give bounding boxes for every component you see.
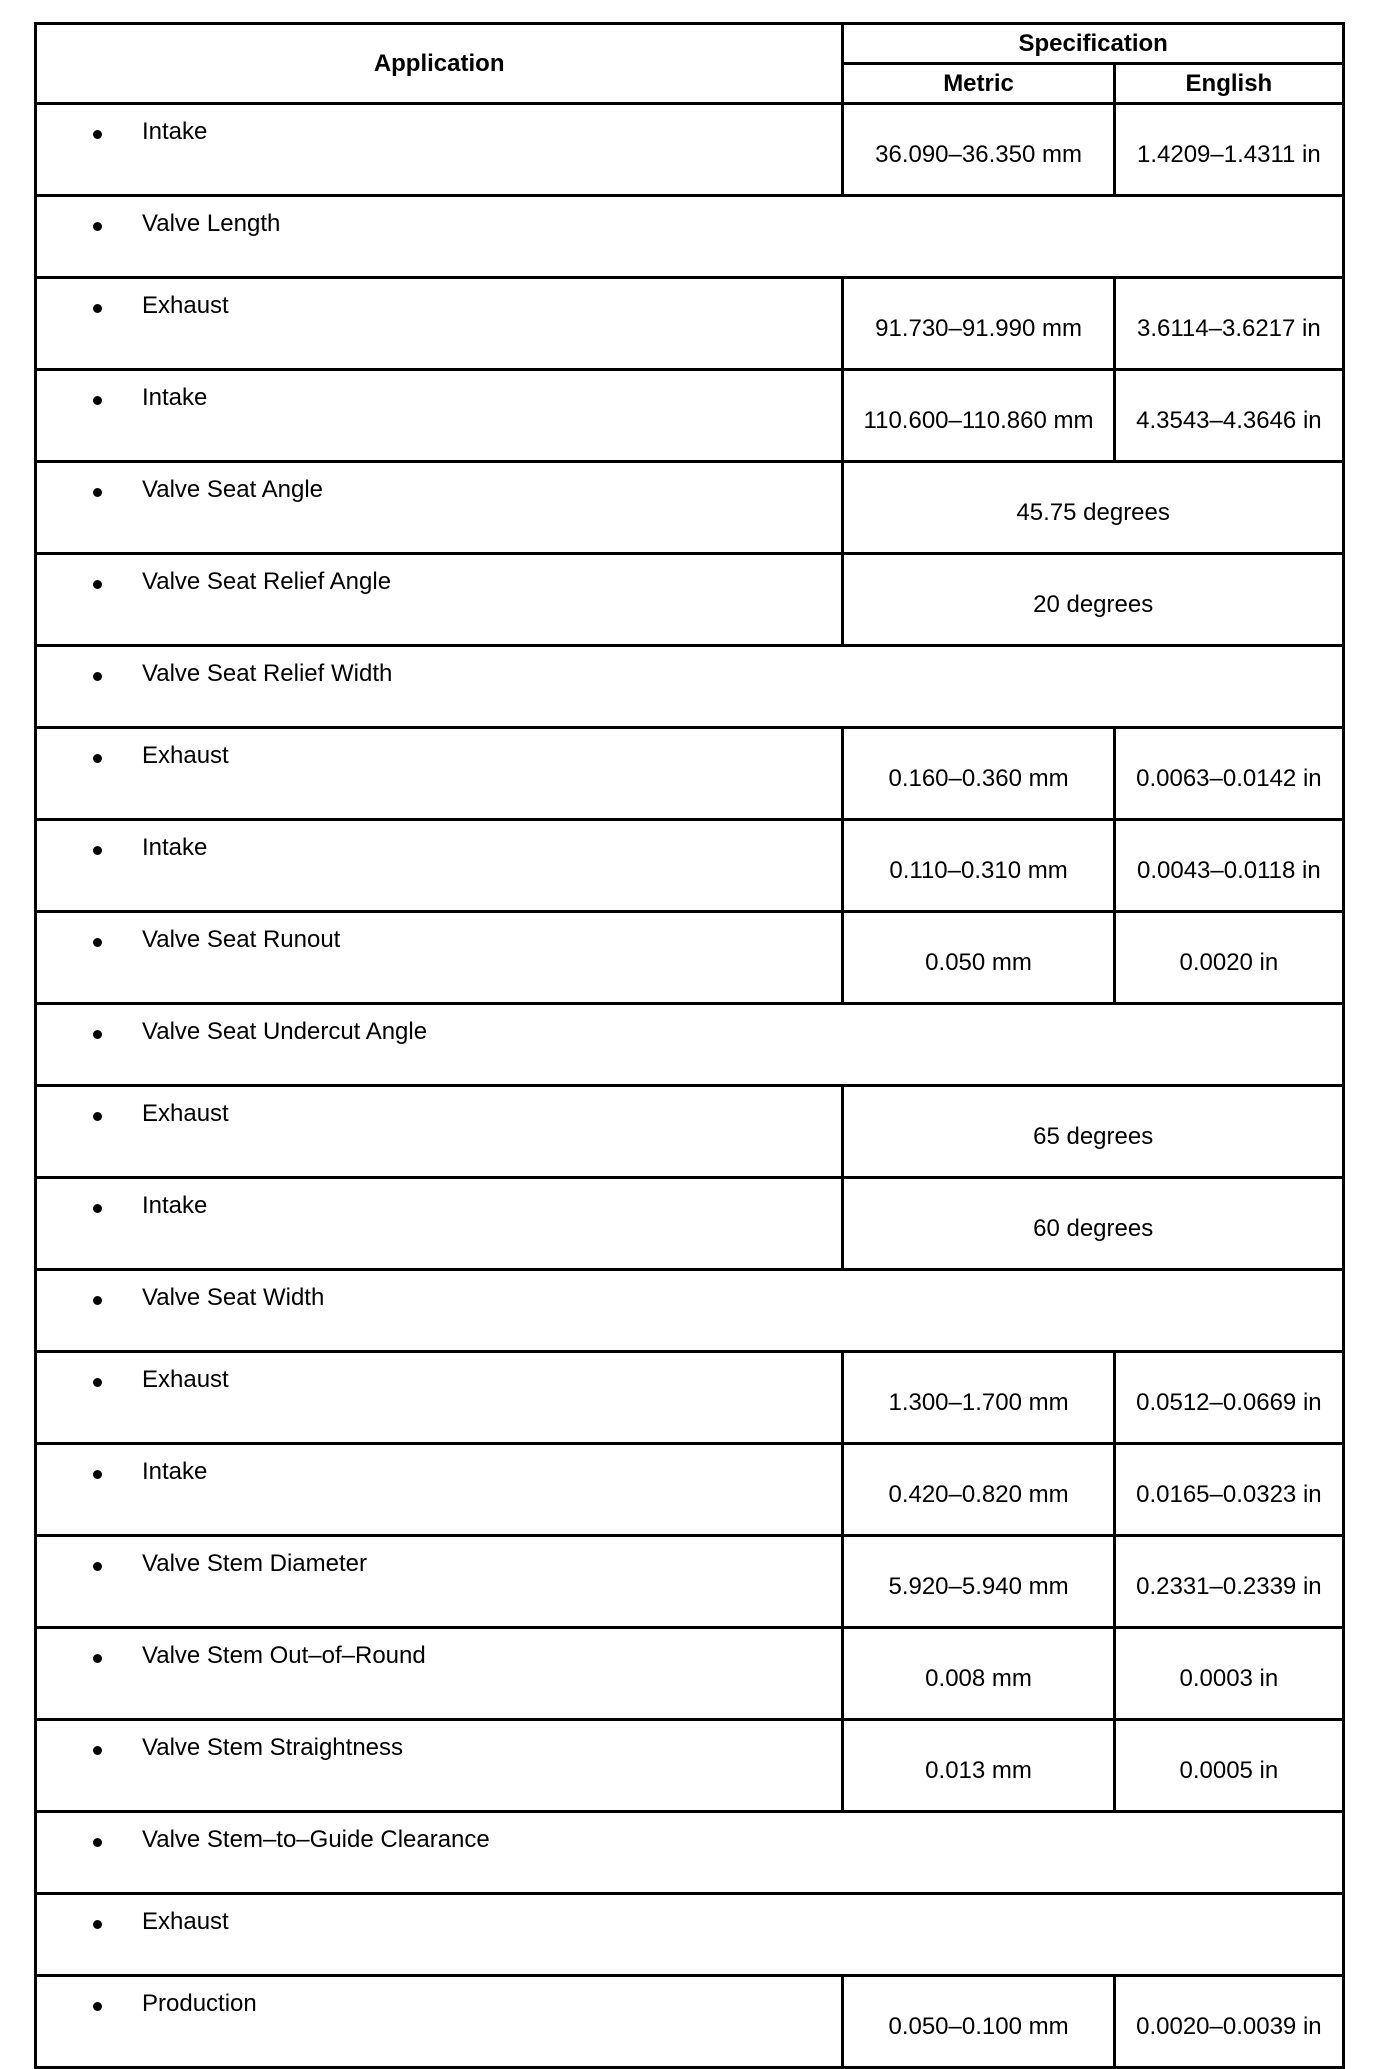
application-label: Intake: [142, 118, 208, 145]
table-row: [36, 912, 1344, 1004]
bullet-icon: [93, 1296, 102, 1305]
bullet-icon: [93, 2002, 102, 2011]
english-cell: 0.0165–0.0323 in: [1114, 1444, 1343, 1536]
table-row: [36, 646, 1344, 728]
table-row: [36, 1812, 1344, 1894]
combined-spec-cell: 45.75 degrees: [843, 462, 1344, 554]
table-row: [36, 1720, 1344, 1812]
application-cell: [36, 1894, 1344, 1976]
english-cell: 1.4209–1.4311 in: [1114, 104, 1343, 196]
table-row: [36, 554, 1344, 646]
application-label: Valve Stem Out–of–Round: [142, 1642, 426, 1669]
bullet-icon: [93, 580, 102, 589]
application-label: Intake: [142, 834, 208, 861]
bullet-icon: [93, 938, 102, 947]
metric-cell: 0.160–0.360 mm: [843, 728, 1114, 820]
bullet-icon: [93, 1562, 102, 1571]
application-cell: [36, 1720, 843, 1812]
application-label: Intake: [142, 1192, 208, 1219]
english-cell: 0.0043–0.0118 in: [1114, 820, 1343, 912]
application-label: Valve Seat Width: [142, 1284, 325, 1311]
application-label: Valve Seat Undercut Angle: [142, 1018, 428, 1045]
bullet-icon: [93, 1378, 102, 1387]
english-cell: 0.0512–0.0669 in: [1114, 1352, 1343, 1444]
application-cell: [36, 1812, 1344, 1894]
metric-cell: 0.050 mm: [843, 912, 1114, 1004]
metric-cell: 110.600–110.860 mm: [843, 370, 1114, 462]
application-cell: [36, 1628, 843, 1720]
bullet-icon: [93, 1920, 102, 1929]
table-row: [36, 1536, 1344, 1628]
application-cell: [36, 370, 843, 462]
table-row: [36, 370, 1344, 462]
bullet-icon: [93, 1112, 102, 1121]
application-label: Valve Seat Runout: [142, 926, 341, 953]
metric-cell: 0.420–0.820 mm: [843, 1444, 1114, 1536]
bullet-icon: [93, 846, 102, 855]
english-cell: 0.0020 in: [1114, 912, 1343, 1004]
english-cell: 0.0005 in: [1114, 1720, 1343, 1812]
english-cell: 3.6114–3.6217 in: [1114, 278, 1343, 370]
table-row: [36, 104, 1344, 196]
bullet-icon: [93, 304, 102, 313]
application-label: Exhaust: [142, 1908, 229, 1935]
application-label: Valve Stem Straightness: [142, 1734, 404, 1761]
table-row: [36, 278, 1344, 370]
english-header: English: [1114, 64, 1343, 104]
specification-table: [34, 22, 1345, 2069]
application-cell: [36, 104, 843, 196]
bullet-icon: [93, 672, 102, 681]
bullet-icon: [93, 1838, 102, 1847]
metric-header: Metric: [843, 64, 1114, 104]
application-label: Exhaust: [142, 1100, 229, 1127]
application-label: Intake: [142, 384, 208, 411]
application-cell: [36, 1976, 843, 2068]
table-row: [36, 1628, 1344, 1720]
application-label: Valve Stem–to–Guide Clearance: [142, 1826, 490, 1853]
bullet-icon: [93, 130, 102, 139]
application-label: Production: [142, 1990, 257, 2017]
table-row: [36, 1270, 1344, 1352]
metric-cell: 1.300–1.700 mm: [843, 1352, 1114, 1444]
application-cell: [36, 1004, 1344, 1086]
table-row: [36, 462, 1344, 554]
metric-cell: 91.730–91.990 mm: [843, 278, 1114, 370]
application-label: Valve Length: [142, 210, 281, 237]
metric-cell: 36.090–36.350 mm: [843, 104, 1114, 196]
application-label: Valve Seat Relief Angle: [142, 568, 392, 595]
bullet-icon: [93, 1470, 102, 1479]
application-cell: [36, 1178, 843, 1270]
application-cell: [36, 554, 843, 646]
english-cell: 0.0020–0.0039 in: [1114, 1976, 1343, 2068]
combined-spec-cell: 20 degrees: [843, 554, 1344, 646]
bullet-icon: [93, 1030, 102, 1039]
metric-cell: 0.110–0.310 mm: [843, 820, 1114, 912]
bullet-icon: [93, 1746, 102, 1755]
combined-spec-cell: 65 degrees: [843, 1086, 1344, 1178]
bullet-icon: [93, 396, 102, 405]
application-cell: [36, 196, 1344, 278]
english-cell: 4.3543–4.3646 in: [1114, 370, 1343, 462]
application-cell: [36, 462, 843, 554]
table-row: [36, 820, 1344, 912]
application-label: Intake: [142, 1458, 208, 1485]
application-label: Exhaust: [142, 742, 229, 769]
table-row: [36, 1444, 1344, 1536]
table-row: [36, 1352, 1344, 1444]
specification-header: Specification: [843, 24, 1344, 64]
application-header: Application: [36, 24, 843, 104]
application-cell: [36, 646, 1344, 728]
table-row: [36, 1004, 1344, 1086]
english-cell: 0.0063–0.0142 in: [1114, 728, 1343, 820]
application-label: Exhaust: [142, 1366, 229, 1393]
application-label: Exhaust: [142, 292, 229, 319]
table-body: [36, 104, 1344, 2068]
application-cell: [36, 820, 843, 912]
application-cell: [36, 1270, 1344, 1352]
table-row: [36, 728, 1344, 820]
application-cell: [36, 1444, 843, 1536]
metric-cell: 0.008 mm: [843, 1628, 1114, 1720]
table-row: [36, 196, 1344, 278]
bullet-icon: [93, 1204, 102, 1213]
application-cell: [36, 1536, 843, 1628]
bullet-icon: [93, 754, 102, 763]
english-cell: 0.0003 in: [1114, 1628, 1343, 1720]
bullet-icon: [93, 222, 102, 231]
application-cell: [36, 728, 843, 820]
table-row: [36, 1086, 1344, 1178]
table-row: [36, 1976, 1344, 2068]
application-cell: [36, 278, 843, 370]
metric-cell: 0.013 mm: [843, 1720, 1114, 1812]
metric-cell: 5.920–5.940 mm: [843, 1536, 1114, 1628]
application-cell: [36, 1086, 843, 1178]
table-row: [36, 1894, 1344, 1976]
bullet-icon: [93, 1654, 102, 1663]
application-label: Valve Seat Angle: [142, 476, 324, 503]
combined-spec-cell: 60 degrees: [843, 1178, 1344, 1270]
application-cell: [36, 912, 843, 1004]
bullet-icon: [93, 488, 102, 497]
application-label: Valve Stem Diameter: [142, 1550, 367, 1577]
application-cell: [36, 1352, 843, 1444]
english-cell: 0.2331–0.2339 in: [1114, 1536, 1343, 1628]
application-label: Valve Seat Relief Width: [142, 660, 393, 687]
table-row: [36, 1178, 1344, 1270]
metric-cell: 0.050–0.100 mm: [843, 1976, 1114, 2068]
